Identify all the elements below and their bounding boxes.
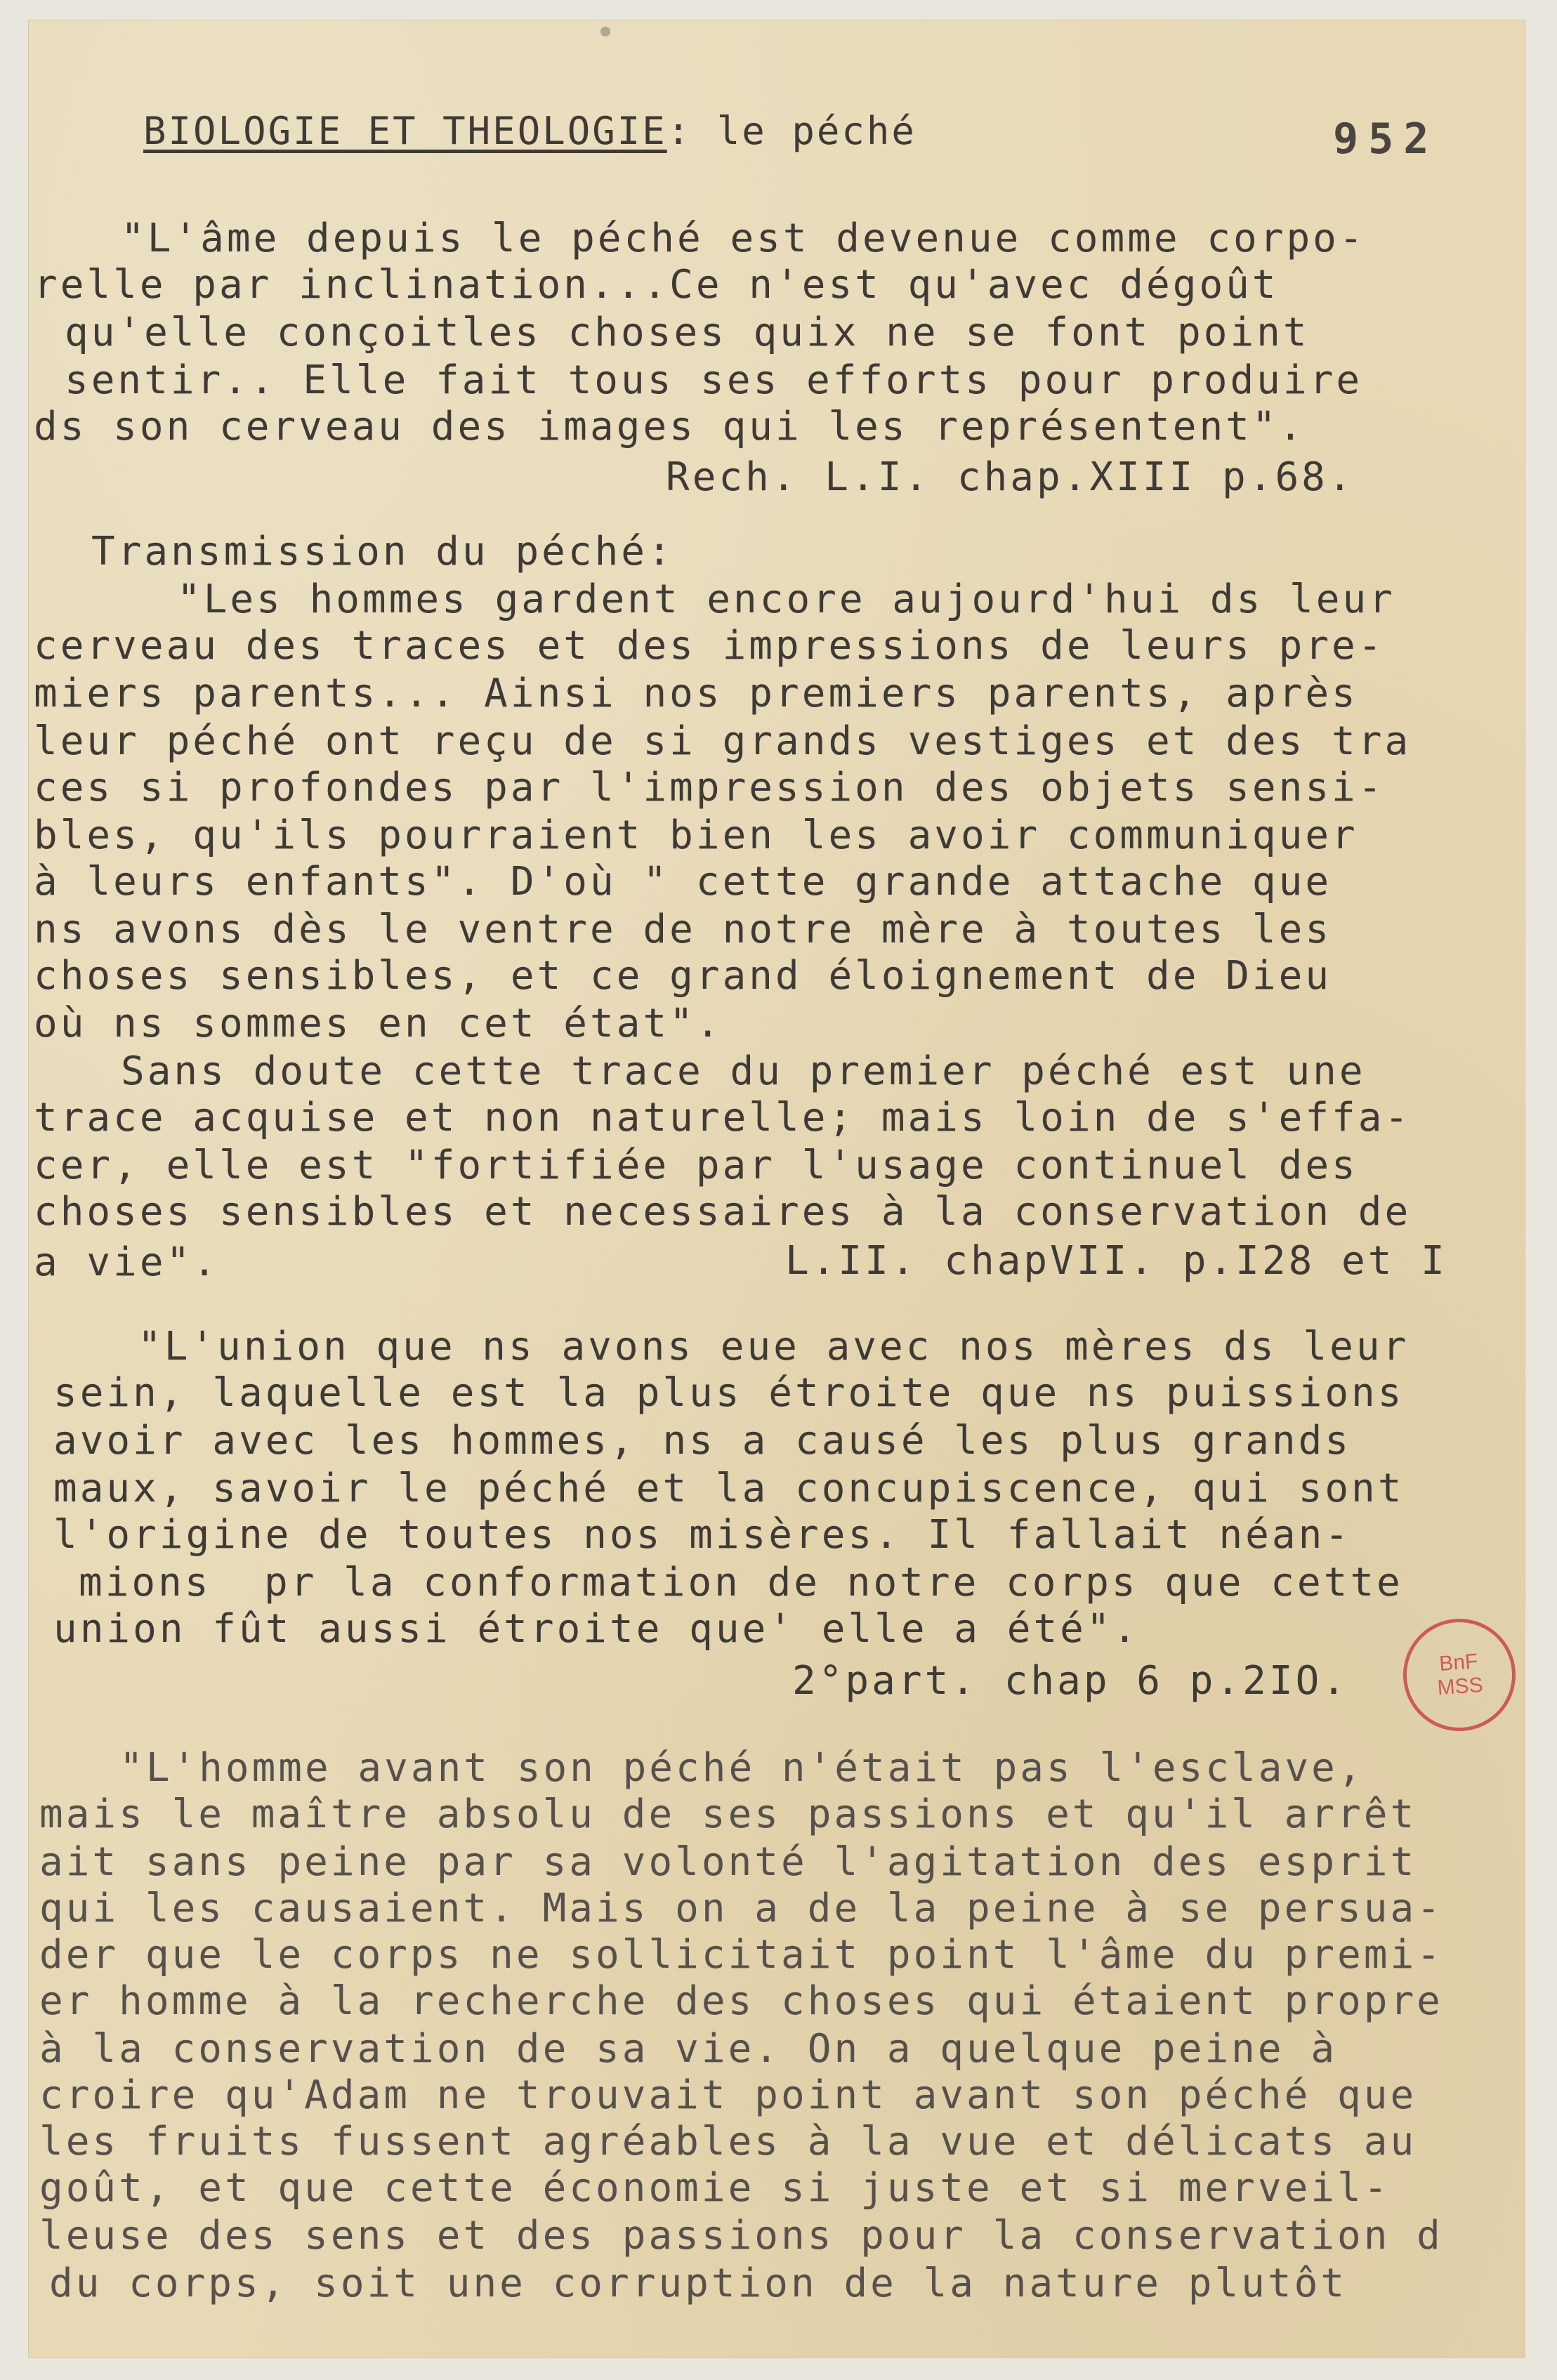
text-line: les fruits fussent agréables à la vue et délicats au (39, 2119, 1417, 2164)
text-line: à leurs enfants". D'où " cette grande attache que (34, 859, 1332, 905)
text-line: sentir.. Elle fait tous ses efforts pour produire (65, 357, 1363, 403)
text-line: avoir avec les hommes, ns a causé les plus grands (53, 1418, 1352, 1464)
text-line: bles, qu'ils pourraient bien les avoir communiquer (34, 813, 1358, 858)
text-line: qui les causaient. Mais on a de la peine à se persua- (39, 1886, 1443, 1931)
text-line: union fût aussi étroite que' elle a été". (53, 1606, 1140, 1652)
stamp-line-1: BnF (1438, 1650, 1479, 1676)
text-line: cerveau des traces et des impressions de leurs pre- (34, 623, 1385, 669)
text-line: ait sans peine par sa volonté l'agitation des esprit (39, 1839, 1417, 1885)
text-line: leur péché ont reçu de si grands vestiges et des tra (34, 718, 1412, 764)
page-number: 952 (1333, 114, 1439, 164)
text-line: du corps, soit une corruption de la nature plutôt (49, 2261, 1348, 2306)
text-line: mions pr la conformation de notre corps que cette (79, 1560, 1403, 1605)
text-line: ns avons dès le ventre de notre mère à toutes les (34, 907, 1332, 952)
stamp-line-2: MSS (1436, 1673, 1484, 1700)
text-line: qu'elle conçoitles choses quix ne se font point (65, 310, 1310, 355)
punch-mark (600, 27, 610, 37)
text-line: "L'union que ns avons eue avec nos mères ds leur (138, 1324, 1410, 1369)
text-line: Sans doute cette trace du premier péché est une (121, 1048, 1366, 1094)
text-line: cer, elle est "fortifiée par l'usage continuel des (34, 1143, 1358, 1188)
card-title-main: BIOLOGIE ET THEOLOGIE (143, 109, 667, 153)
text-line: ces si profondes par l'impression des objets sensi- (34, 765, 1385, 810)
text-line: trace acquise et non naturelle; mais loin de s'effa- (34, 1095, 1412, 1140)
text-line: "L'âme depuis le péché est devenue comme corpo- (121, 216, 1366, 261)
text-line: a vie". (34, 1240, 220, 1285)
text-line: sein, laquelle est la plus étroite que ns puissions (53, 1370, 1405, 1416)
text-line: à la conservation de sa vie. On a quelque peine à (39, 2026, 1338, 2072)
card-title-sub: : le péché (666, 109, 917, 153)
text-line: maux, savoir le péché et la concupiscence, qui sont (53, 1466, 1405, 1511)
card-title (93, 74, 917, 153)
text-line: er homme à la recherche des choses qui étaient propre (39, 1978, 1443, 2024)
text-line: mais le maître absolu de ses passions et qu'il arrêt (39, 1791, 1417, 1837)
citation: Rech. L.I. chap.XIII p.68. (666, 454, 1355, 500)
text-line: l'origine de toutes nos misères. Il fallait néan- (53, 1512, 1352, 1558)
citation: L.II. chapVII. p.I28 et I (785, 1238, 1447, 1284)
text-line: ds son cerveau des images qui les représentent". (34, 404, 1306, 449)
text-line: choses sensibles et necessaires à la conservation de (34, 1189, 1412, 1235)
text-line: croire qu'Adam ne trouvait point avant son péché que (39, 2072, 1417, 2118)
text-line: où ns sommes en cet état". (34, 1001, 723, 1046)
text-line: goût, et que cette économie si juste et si merveil- (39, 2165, 1391, 2211)
text-line: miers parents... Ainsi nos premiers parents, après (34, 671, 1358, 716)
section-heading: Transmission du péché: (91, 529, 674, 574)
text-line: der que le corps ne sollicitait point l'âme du premi- (39, 1932, 1443, 1978)
text-line: "L'homme avant son péché n'était pas l'esclave, (119, 1745, 1365, 1791)
text-line: relle par inclination...Ce n'est qu'avec dégoût (34, 262, 1279, 308)
text-line: choses sensibles, et ce grand éloignement de Dieu (34, 953, 1332, 999)
text-line: leuse des sens et des passions pour la conservation d (39, 2213, 1443, 2259)
text-line: "Les hommes gardent encore aujourd'hui ds leur (177, 577, 1395, 622)
citation: 2°part. chap 6 p.2IO. (792, 1658, 1349, 1704)
